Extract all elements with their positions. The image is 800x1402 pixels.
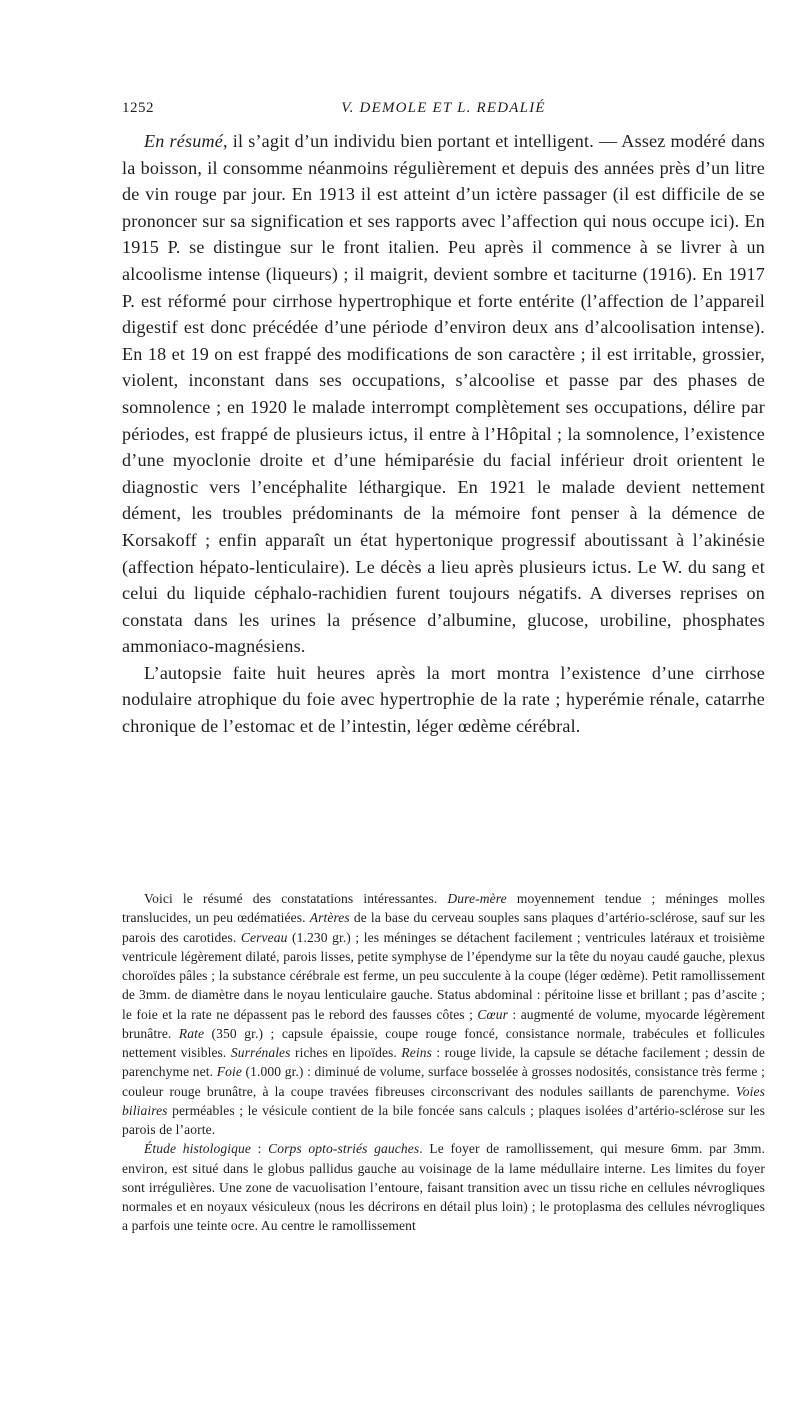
text-segment: (1.230 gr.) ; les méninges se détachent facilement ; ventricules latéraux et troisième ventricule légèrement dilaté, parois lisses, petite symphyse de l’épendyme sur la tête du noyau caudé gauche, plexus choroïdes pâles ; la substance cérébrale est ferme, un peu succulente à la coupe (léger œdème). Petit ramollissement de 3mm. de diamètre dans le noyau lenticulaire gauche. Status abdominal : péritoine lisse et brillant ; pas d’ascite ; le foie et la rate ne dépassent pas le rebord des fausses côtes ;	[122, 929, 765, 1022]
text-segment: : augmenté de volume, myocarde légèrement brunâtre.	[122, 1006, 765, 1041]
text-segment: . Le foyer de ramollissement, qui mesure 6mm. par 3mm. environ, est situé dans le globus pallidus gauche au voisinage de la lame médullaire interne. Les limites du foyer sont irrégulières. Une zone de vacuolisation l’entoure, faisant transition avec un tissu riche en cellules névrogliques normales et en noyaux vésiculeux (nous les décrirons en détail plus loin) ; le protoplasma des cellules névrogliques a parfois une teinte ocre. Au centre le ramollissement	[122, 1141, 766, 1234]
page-number: 1252	[122, 100, 154, 116]
organ-label: Cœur	[477, 1006, 508, 1022]
page-header	[122, 100, 765, 122]
organ-label: Reins	[401, 1045, 432, 1060]
main-text	[122, 128, 765, 740]
text-segment: de la base du cerveau souples sans plaques d’artério-sclérose, sauf sur les parois des carotides.	[122, 910, 765, 945]
organ-label: Artères	[309, 910, 350, 926]
text-segment: riches en lipoïdes.	[290, 1045, 402, 1060]
findings-paragraph	[122, 889, 765, 1139]
text-segment: perméables ; le vésicule contient de la bile foncée sans calculs ; plaques isolées d’artério-sclérose sur les parois de l’aorte.	[122, 1102, 765, 1137]
text-segment: (1.000 gr.) : diminué de volume, surface bosselée à grosses nodosités, consistance très ferme ; couleur rouge brunâtre, à la coupe travées fibreuses circonscrivant des nodules saillants de parenchyme.	[122, 1064, 765, 1099]
organ-label: Cerveau	[240, 929, 288, 945]
autopsy-paragraph: L’autopsie faite huit heures après la mort montra l’existence d’une cirrhose nodulaire atrophique du foie avec hypertrophie de la rate ; hyperémie rénale, catarrhe chronique de l’estomac et de l’intestin, léger œdème cérébral.	[122, 662, 765, 737]
text-segment: Voici le résumé des constatations intéressantes.	[144, 891, 448, 906]
organ-label: Étude histologique	[144, 1141, 251, 1157]
organ-label: Foie	[216, 1064, 242, 1080]
organ-label: Rate	[178, 1025, 205, 1041]
text-segment: : rouge livide, la capsule se détache facilement ; dessin de parenchyme net.	[122, 1045, 766, 1080]
organ-label: Surrénales	[230, 1045, 291, 1060]
running-head: V. DEMOLE ET L. REDALIÉ	[341, 100, 546, 116]
text-segment: :	[250, 1141, 269, 1157]
footnote-block	[122, 889, 765, 1236]
summary-intro: En résumé	[144, 131, 223, 151]
histology-paragraph	[122, 1139, 765, 1235]
text-segment: (350 gr.) ; capsule épaissie, coupe rouge foncé, consistance normale, trabécules et follicules nettement visibles.	[122, 1025, 766, 1060]
organ-label: Corps opto-striés gauches	[268, 1141, 420, 1157]
organ-label: Dure-mère	[447, 891, 507, 906]
summary-paragraph	[122, 128, 765, 660]
summary-text: , il s’agit d’un individu bien portant et intelligent. — Assez modéré dans la boisson, il consomme néanmoins régulièrement et depuis des années près d’un litre de vin rouge par jour. En 1913 il est atteint d’un ictère passager (il est difficile de se prononcer sur sa signification et ses rapports avec l’affection qui nous occupe ici). En 1915 P. se distingue sur le front italien. Peu après il commence à se livrer à un alcoolisme intense (liqueurs) ; il maigrit, devient sombre et taciturne (1916). En 1917 P. est réformé pour cirrhose hypertrophique et forte entérite (l’affection de l’appareil digestif est donc précédée d’une période d’environ deux ans d’alcoolisation intense). En 18 et 19 on est frappé des modifications de son caractère ; il est irritable, grossier, violent, inconstant dans ses occupations, s’alcoolise et passe par des phases de somnolence ; en 1920 le malade interrompt complètement ses occupations, délire par périodes, est frappé de plusieurs ictus, il entre à l’Hôpital ; la somnolence, l’existence d’une myoclonie droite et d’une hémiparésie du facial inférieur droit orientent le diagnostic vers l’encéphalite léthargique. En 1921 le malade devient nettement dément, les troubles prédominants de la mémoire font penser à la démence de Korsakoff ; enfin apparaît un état hypertonique progressif aboutissant à l’akinésie (affection hépato-lenticulaire). Le décès a lieu après plusieurs ictus. Le W. du sang et celui du liquide céphalo-rachidien furent toujours négatifs. A diverses reprises on constata dans les urines la présence d’albumine, glucose, urobiline, phosphates ammoniaco-magnésiens.	[122, 131, 765, 657]
organ-label: Voies biliaires	[122, 1083, 765, 1118]
text-segment: moyennement tendue ; méninges molles translucides, un peu œdématiées.	[122, 891, 766, 926]
